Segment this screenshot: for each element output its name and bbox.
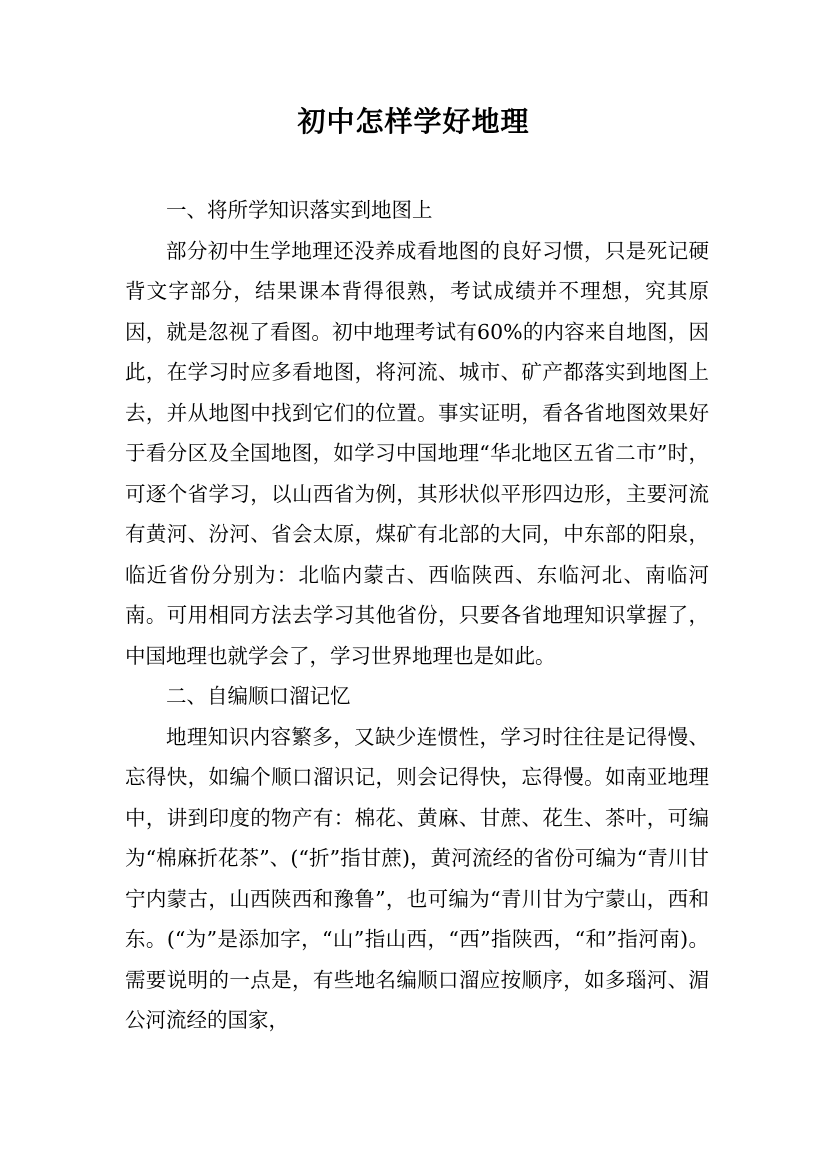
section-paragraph-1: 部分初中生学地理还没养成看地图的良好习惯，只是死记硬背文字部分，结果课本背得很熟，考试成绩并不理想，究其原因，就是忽视了看图。初中地理考试有60%的内容来自地图，因此，在学习时应多看地图，将河流、城市、矿产都落实到地图上去，并从地图中找到它们的位置。事实证明，看各省地图效果好于看分区及全国地图，如学习中国地理“华北地区五省二市”时，可逐个省学习，以山西省为例，其形状似平形四边形，主要河流有黄河、汾河、省会太原，煤矿有北部的大同，中东部的阳泉，临近省份分别为：北临内蒙古、西临陕西、东临河北、南临河南。可用相同方法去学习其他省份，只要各省地理知识掌握了，中国地理也就学会了，学习世界地理也是如此。 bbox=[125, 238, 709, 668]
document-body bbox=[125, 190, 709, 1041]
section-heading-1: 一、将所学知识落实到地图上 bbox=[166, 198, 433, 222]
section-paragraph-2: 地理知识内容繁多，又缺少连惯性，学习时往往是记得慢、忘得快，如编个顺口溜识记，则会记得快，忘得慢。如南亚地理中，讲到印度的物产有：棉花、黄麻、甘蔗、花生、茶叶，可编为“棉麻折花茶”、(“折”指甘蔗)，黄河流经的省份可编为“青川甘宁内蒙古，山西陕西和豫鲁”，也可编为“青川甘为宁蒙山，西和东。(“为”是添加字，“山”指山西，“西”指陕西，“和”指河南)。需要说明的一点是，有些地名编顺口溜应按顺序，如多瑙河、湄公河流经的国家， bbox=[125, 724, 709, 1032]
section-heading-2: 二、自编顺口溜记忆 bbox=[166, 684, 351, 708]
document-title: 初中怎样学好地理 bbox=[297, 105, 530, 138]
